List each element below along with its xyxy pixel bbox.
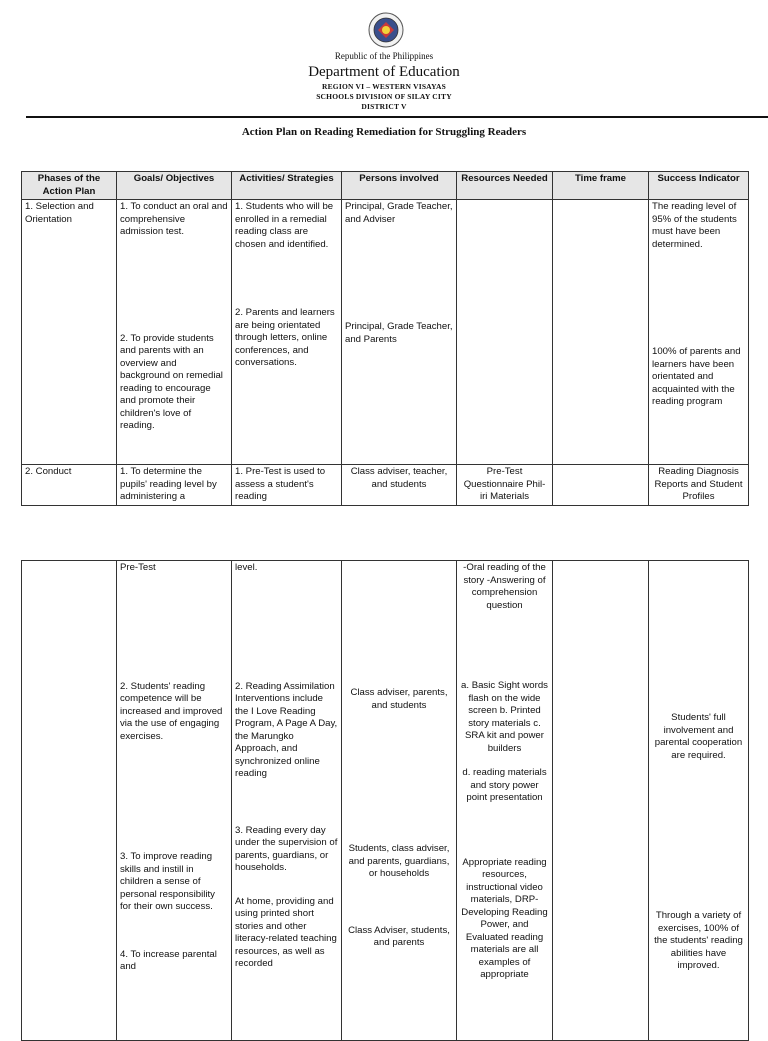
deped-seal-icon (368, 12, 404, 48)
cell-activities (232, 561, 342, 1041)
action-plan-table (21, 171, 749, 506)
persons-4: Class Adviser, students, and parents (348, 924, 450, 948)
republic-line: Republic of the Philippines (334, 51, 434, 61)
goal-2: 2. Students' reading competence will be increased and improved via the use of engaging exercises. (120, 680, 223, 742)
resources-2b: d. reading materials and story power point presentation (462, 767, 547, 803)
cell-timeframe (553, 200, 649, 465)
persons-2: Class adviser, parents, and students (350, 687, 448, 711)
resources-2a: a. Basic Sight words flash on the wide screen b. Printed story materials c. SRA kit and power builders (461, 680, 548, 754)
cell-timeframe (553, 561, 649, 1041)
cell-indicator: Reading Diagnosis Reports and Student Profiles (649, 465, 749, 506)
activity-4: At home, providing and using printed short stories and other literacy-related teaching resources, as well as recorded (235, 895, 337, 969)
col-header-goals: Goals/ Objectives (117, 172, 232, 200)
table-row (22, 200, 749, 465)
col-header-activities: Activities/ Strategies (232, 172, 342, 200)
goal-4: 4. To increase parental and (120, 948, 217, 972)
indicator-3: Through a variety of exercises, 100% of the students' reading abilities have improved. (654, 910, 743, 971)
cell-goals (117, 561, 232, 1041)
cell-resources (457, 200, 553, 465)
cell-persons: Class adviser, teacher, and students (342, 465, 457, 506)
col-header-resources: Resources Needed (457, 172, 553, 200)
col-header-persons: Persons involved (342, 172, 457, 200)
goal-3: 3. To improve reading skills and instill in children a sense of personal responsibility for their own success. (120, 851, 215, 912)
persons-1: Principal, Grade Teacher, and Adviser (345, 201, 453, 225)
resources-pretest: -Oral reading of the story -Answering of comprehension question (463, 562, 546, 611)
indicator-1: The reading level of 95% of the students must have been determined. (652, 201, 737, 250)
col-header-timeframe: Time frame (553, 172, 649, 200)
cell-phase (22, 200, 117, 465)
resources-3: Appropriate reading resources, instructional video materials, DRP-Developing Reading Power, and Evaluated reading materials are all examples of appropriate (461, 856, 548, 980)
phase-text: 1. Selection and Orientation (25, 201, 94, 225)
department-name: Department of Education (308, 64, 460, 80)
goal-1: 1. To conduct an oral and comprehensive admission test. (120, 201, 228, 237)
activity-1: 1. Students who will be enrolled in a remedial reading class are chosen and identified. (235, 201, 334, 250)
activity-3: 3. Reading every day under the supervision of parents, guardians, or households. (235, 824, 338, 873)
cell-persons (342, 561, 457, 1041)
table-row (22, 561, 749, 1041)
cell-timeframe (553, 465, 649, 506)
division-line: SCHOOLS DIVISION OF SILAY CITY (316, 92, 452, 101)
cell-phase (22, 561, 117, 1041)
activity-2: 2. Reading Assimilation Interventions include the I Love Reading Program, A Page A Day, the Marungko Approach, and synchronized online reading (235, 680, 338, 779)
col-header-phase: Phases of the Action Plan (22, 172, 117, 200)
cell-goals: 1. To determine the pupils' reading level by administering a (117, 465, 232, 506)
goal-pretest: Pre-Test (120, 562, 156, 573)
table-row (22, 465, 749, 506)
cell-resources: Pre-Test Questionnaire Phil-iri Materials (457, 465, 553, 506)
cell-indicator (649, 200, 749, 465)
cell-goals (117, 200, 232, 465)
cell-persons (342, 200, 457, 465)
cell-phase: 2. Conduct (22, 465, 117, 506)
cell-indicator (649, 561, 749, 1041)
cell-activities: 1. Pre-Test is used to assess a student's reading (232, 465, 342, 506)
activity-2: 2. Parents and learners are being orientated through letters, online conferences, and conversations. (235, 307, 335, 368)
persons-3: Students, class adviser, and parents, guardians, or households (348, 843, 450, 879)
indicator-2: 100% of parents and learners have been orientated and acquainted with the reading program (652, 346, 741, 407)
persons-2: Principal, Grade Teacher, and Parents (345, 321, 453, 345)
activity-level: level. (235, 562, 258, 573)
indicator-2: Students' full involvement and parental cooperation are required. (654, 712, 743, 761)
action-plan-table-continued (21, 560, 749, 1041)
page-title: Action Plan on Reading Remediation for Struggling Readers (241, 126, 527, 138)
col-header-indicator: Success Indicator (649, 172, 749, 200)
district-line: DISTRICT V (361, 102, 407, 111)
cell-activities (232, 200, 342, 465)
goal-2: 2. To provide students and parents with an overview and background on remedial reading to encourage and promote their children's love of reading. (120, 332, 223, 431)
region-line: REGION VI – WESTERN VISAYAS (321, 82, 447, 91)
cell-resources (457, 561, 553, 1041)
header-divider (26, 116, 768, 118)
